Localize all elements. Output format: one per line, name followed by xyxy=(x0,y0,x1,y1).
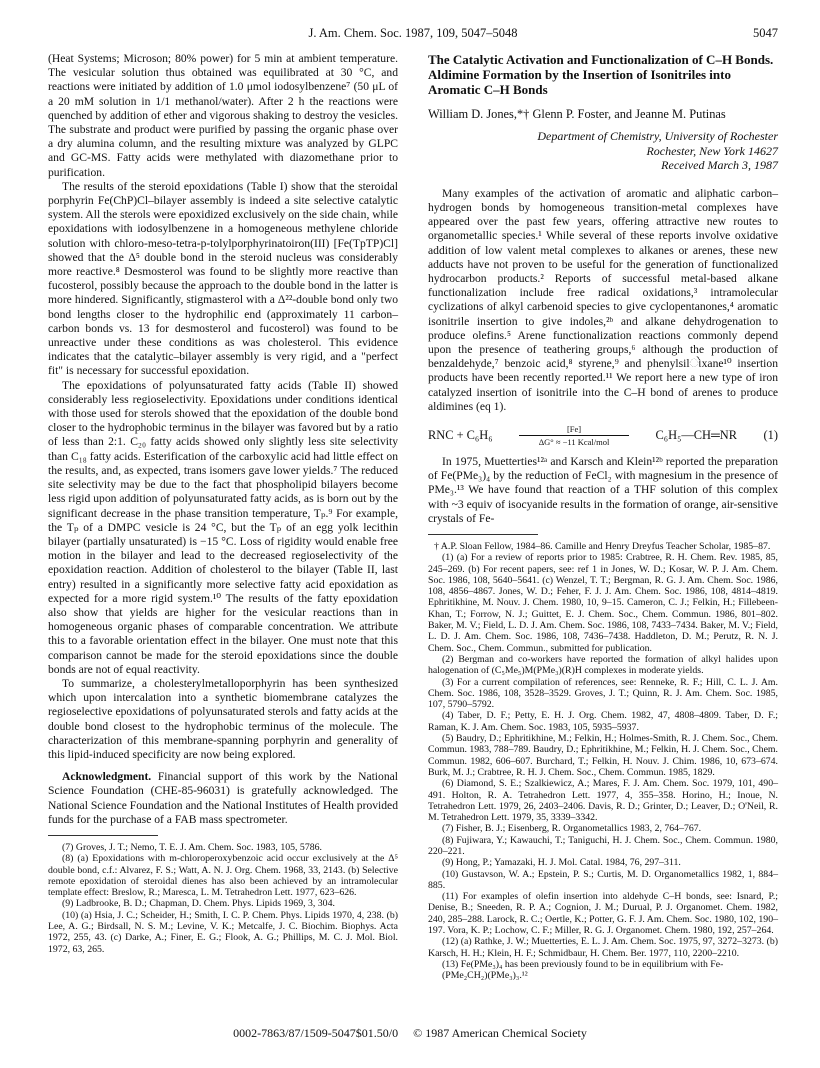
page-footer xyxy=(0,1026,820,1041)
footnote-rule xyxy=(48,835,158,836)
right-column xyxy=(428,52,778,982)
footnote: (10) (a) Hsia, J. C.; Scheider, H.; Smith, I. C. P. Chem. Phys. Lipids 1970, 4, 238. (b) Lee, A. G.; Birdsall, N. S. M.; Levine, V. K.; Metcalfe, J. C. Biochim. Biophys. Acta 1972, 255, 43. (c) Darke, A.; Finer, E. G.; Flook, A. G.; Phillips, M. C. J. Mol. Biol. 1972, 63, 265. xyxy=(48,909,398,955)
footnote: (1) (a) For a review of reports prior to 1985: Crabtree, R. H. Chem. Rev. 1985, 85, 245–269. (b) For recent papers, see: ref 1 in Jones, W. D.; Kosar, W. P. J. Am. Chem. Soc. 1986, 108, 5640–5641. (c) Wenzel, T. T.; Bergman, R. G. J. Am. Chem. Soc. 1986, 108, 4856–4867. Jones, W. D.; Feher, F. J. J. Am. Chem. Soc. 1986, 108, 4814–4819. Ephritikhine, M. Nouv. J. Chem. 1980, 10, 9–15. Cameron, C. J.; Felkin, H.; Fillebeen-Khan, T.; Forrow, N. J.; Guittet, E. J. Chem. Soc., Chem. Commun. 1986, 801–802. Baker, M. V.; Field, L. D. J. Am. Chem. Soc. 1986, 108, 7433–7434. Baker, M. V.; Field, L. D. J. Am. Chem. Soc. 1986, 108, 7436–7438. Haddleton, D. M.; Perutz, R. N. J. Chem. Soc., Chem. Commun., submitted for publication. xyxy=(428,552,778,654)
affiliation xyxy=(428,129,778,173)
paragraph: The results of the steroid epoxidations (Table I) show that the steroidal porphyrin Fe(ChP)Cl–bilayer assembly is indeed a site selective catalytic system. All the sterols were epoxidized exclusively on the side chain, while epoxidations with iodosylbenzene in a homogeneous methylene chloride solution with chloro-meso-tetra-p-tolylporphyrinatoiron(III) [Fe(TpTP)Cl] showed that the Δ⁵ double bond in the steroid nucleus was considerably more reactive.⁸ Desmosterol was found to be slightly more reactive than fucosterol, possibly because the approach to the double bond in the latter is more hindered. Significantly, stigmasterol with a Δ²²-double bond only two bond lengths closer to the hydrophilic end (approximately 11 carbon–carbon bonds vs. 13 for desmosterol and fucosterol) was found to be unreactive under these conditions as was cholesterol. This evidence indicates that the catalytic–bilayer assembly is very rigid, and a "perfect fit" is necessary for successful epoxidation. xyxy=(48,179,398,378)
author-list: William D. Jones,*† Glenn P. Foster, and Jeanne M. Putinas xyxy=(428,107,726,121)
equation-reactants: RNC + C₆H₆ xyxy=(428,428,493,443)
article-title: The Catalytic Activation and Functionalization of C–H Bonds. Aldimine Formation by the Insertion of Isonitriles into Aromatic C–H Bonds xyxy=(428,52,774,97)
arrow-energy-label: ΔG° ≈ −11 Kcal/mol xyxy=(538,436,610,447)
footnote: (7) Groves, J. T.; Nemo, T. E. J. Am. Chem. Soc. 1983, 105, 5786. xyxy=(62,841,322,853)
journal-citation: J. Am. Chem. Soc. 1987, 109, 5047–5048 xyxy=(308,26,518,40)
footnote: (12) (a) Rathke, J. W.; Muetterties, E. L. J. Am. Chem. Soc. 1975, 97, 3272–3273. (b) Karsch, H. H.; Klein, H. F.; Schmidbaur, H. Chem. Ber. 1977, 110, 2200–2210. xyxy=(428,936,778,959)
paragraph: (Heat Systems; Microson; 80% power) for 5 min at ambient temperature. The vesicular solution thus obtained was equilibrated at 30 °C, and reactions were initiated by addition of 1.0 μmol iodosylbenzene⁷ (50 μL of a 20 mM solution in 1/1 methanol/water). After 2 h the reactions were quenched by addition of ether and vigorous shaking to destroy the vesicles. The substrate and product were purified by passing the organic phase over a dry alumina column, and the resulting mixture was analyzed by GLPC and GC-MS. Fatty acids were methylated with diazomethane prior to purification. xyxy=(48,52,398,179)
footnote: (2) Bergman and co-workers have reported the formation of alkyl halides upon halogenation of (C₅Me₅)M(PMe₃)(R)H complexes in moderate yields. xyxy=(428,653,778,677)
affiliation-department: Department of Chemistry, University of Rochester xyxy=(537,129,778,144)
footnote: (8) Fujiwara, Y.; Kawauchi, T.; Taniguchi, H. J. Chem. Soc., Chem. Commun. 1980, 220–221. xyxy=(428,834,778,857)
footnote: (11) For examples of olefin insertion into aldehyde C–H bonds, see: Isnard, P.; Denise, B.; Sneeden, R. P. A.; Cognion, J. M.; Durual, P. J. Organomet. Chem. 1982, 240, 285–288. Larock, R. C.; Oertle, K.; Potter, G. F. J. Am. Chem. Soc. 1980, 102, 190–197. Vora, K. P.; Lochow, C. F.; Miller, R. G. J. Organomet. Chem. 1980, 192, 257–264. xyxy=(428,891,778,937)
acknowledgment-heading: Acknowledgment. xyxy=(62,770,152,784)
acknowledgment-paragraph xyxy=(48,770,398,827)
footnote: (4) Taber, D. F.; Petty, E. H. J. Org. Chem. 1982, 47, 4808–4809. Taber, D. F.; Raman, K. J. Am. Chem. Soc. 1983, 105, 5935–5937. xyxy=(428,710,778,733)
footnote: (10) Gustavson, W. A.; Epstein, P. S.; Curtis, M. D. Organometallics 1982, 1, 884–885. xyxy=(428,868,778,891)
page-number: 5047 xyxy=(753,26,778,40)
footnote: (3) For a current compilation of references, see: Renneke, R. F.; Hill, C. L. J. Am. Chem. Soc. 1986, 108, 3528–3529. Groves, J. T.; Quinn, R. J. Am. Chem. Soc. 1985, 107, 5790–5792. xyxy=(428,676,778,711)
affiliation-location: Rochester, New York 14627 xyxy=(646,143,778,158)
reaction-arrow xyxy=(519,424,629,447)
acknowledgment-text: Financial support of this work by the National Science Foundation (CHE-85-96031) is gratefully acknowledged. The National Science Foundation and the National Institutes of Health provided funds for the purchase of a FAB mass spectrometer. xyxy=(48,770,398,826)
footnote: † A.P. Sloan Fellow, 1984–86. Camille and Henry Dreyfus Teacher Scholar, 1985–87. xyxy=(434,540,771,552)
equation-1 xyxy=(428,424,778,447)
footnote-rule xyxy=(428,534,538,535)
footnote: (9) Ladbrooke, B. D.; Chapman, D. Chem. Phys. Lipids 1969, 3, 304. xyxy=(62,898,335,910)
paragraph: To summarize, a cholesterylmetalloporphyrin has been synthesized which upon intercalation into a synthetic biomembrane catalyzes the regioselective epoxidations of polyunsaturated sterols and fatty acids at the double bond closest to the hydrophobic terminus of the molecule. The characterization of this membrane-spanning porphyrin and generality of this lipid-induced specificity are now being explored. xyxy=(48,676,398,761)
article-code: 0002-7863/87/1509-5047$01.50/0 xyxy=(233,1026,399,1040)
paragraph: In 1975, Muetterties¹²ᵃ and Karsch and Klein¹²ᵇ reported the preparation of Fe(PMe₃)₄ by the reduction of FeCl₂ with magnesium in the presence of PMe₃.¹³ We have found that reaction of a THF solution of this complex with ~3 equiv of isocyanide results in the formation of orange, air-sensitive crystals of Fe- xyxy=(428,454,778,525)
equation-products: C₆H₅—CH═NR xyxy=(655,428,737,443)
footnote: (7) Fisher, B. J.; Eisenberg, R. Organometallics 1983, 2, 764–767. xyxy=(442,823,702,835)
paragraph: Many examples of the activation of aromatic and aliphatic carbon–hydrogen bonds by homogeneous transition-metal complexes have appeared over the past few years, offering attractive new routes to organometallic species.¹ While several of these reports involve oxidative addition of low valent metal complexes to alkanes or arenes, these new adducts have not proven to be useful for the generation of functionalized hydrocarbon products.² Reports of successful metal-based alkane functionalization include free radical oxidations,³ intramolecular cyclizations of alkyl carbenoid species to give cyclopentanones,⁴ aromatic isonitrile insertion to give indoles,²ᵇ and alkane dehydrogenation to produce olefins.⁵ Arene functionalization reactions commonly depend upon the presence of teathering groups,⁶ although the production of benzaldehyde,⁷ benzoic acid,⁸ styrene,⁹ and phenylsilોxane¹⁰ insertion products have been recently reported.¹¹ We report here a new type of iron catalyzed insertion of isonitrile into the C–H bond of arenes to produce aldimines (eq 1). xyxy=(428,186,778,413)
copyright: © 1987 American Chemical Society xyxy=(413,1026,587,1040)
left-column xyxy=(48,52,398,955)
footnote: (5) Baudry, D.; Ephritikhine, M.; Felkin, H.; Holmes-Smith, R. J. Chem. Soc., Chem. Commun. 1983, 788–789. Baudry, D.; Ephritikhine, M.; Felkin, H. J. Chem. Soc., Chem. Commun. 1982, 606–607. Burchard, T.; Felkin, H. Nouv. J. Chim. 1986, 10, 673–674. Burk, M. J.; Crabtree, R. H. J. Chem. Soc., Chem. Commun. 1985, 1829. xyxy=(428,733,778,778)
footnote: (13) Fe(PMe₃)₄ has been previously found to be in equilibrium with Fe- xyxy=(442,958,724,970)
received-date: Received March 3, 1987 xyxy=(661,158,778,173)
arrow-line xyxy=(519,435,629,436)
footnote: (8) (a) Epoxidations with m-chloroperoxybenzoic acid occur exclusively at the Δ⁵ double bond, c.f.: Alvarez, F. S.; Watt, A. N. J. Org. Chem. 1968, 33, 2143. (b) Selective remote epoxidation of steroidal dienes has also been achieved by an intramolecular template effect: Breslow, R.; Maresca, L. M. Tetrahedron Lett. 1977, 623–626. xyxy=(48,853,398,899)
footnote: (9) Hong, P.; Yamazaki, H. J. Mol. Catal. 1984, 76, 297–311. xyxy=(442,857,681,869)
paragraph: The epoxidations of polyunsaturated fatty acids (Table II) showed considerably less regioselectivity. Epoxidations under conditions identical with those used for sterols showed that the epoxidation of the double bond closer to the hydrophobic terminus in the bilayer was favored but by a ratio of less than 2:1. C₂₀ fatty acids showed only slightly less site selectivity than C₁₈ fatty acids. Esterification of the carboxylic acid had little effect on the results, and, as expected, trans isomers gave lower yields.⁷ The reduced site selectivity may be due to the fact that phospholipid bilayers become less rigid upon addition of polyunsaturated fatty acids, as is born out by the significant decrease in the phase transition temperature, Tₚ.⁹ For example, the Tₚ of a DMPC vesicle is 24 °C, but the Tₚ of an egg yolk lecithin bilayer (partially unsaturated) is −15 °C. Loss of rigidity would enable free motion in the bilayer and lead to the decreased regioselectivity of the epoxidation reaction. Addition of cholesterol to the bilayer (Table II, last entry) resulted in a significantly more selective fatty acid epoxidation as expected for a more rigid system.¹⁰ The results of the fatty epoxidation also show that yields are higher for the vesicular reactions than in homogeneous organic phases of comparable concentration. We attribute this to a favorable orientation effect in the bilayer. One must note that this comparison cannot be made for the steroid epoxidations since the double bonds are not of equal reactivity. xyxy=(48,378,398,676)
arrow-catalyst-label: [Fe] xyxy=(566,423,582,434)
footnote: (6) Diamond, S. E.; Szalkiewicz, A.; Mares, F. J. Am. Chem. Soc. 1979, 101, 490–491. Holton, R. A. Tetrahedron Lett. 1977, 4, 355–358. Horino, H.; Inoue, N. Tetrahedron Lett. 1979, 26, 2403–2406. Davis, R. D.; Grinter, D.; Leaver, D.; O'Neil, R. M. Tetrahedron Lett. 1979, 35, 3339–3342. xyxy=(428,778,778,824)
footnote: (PMe₂CH₂)(PMe₃)₃.¹² xyxy=(442,970,528,982)
equation-number: (1) xyxy=(763,428,778,443)
